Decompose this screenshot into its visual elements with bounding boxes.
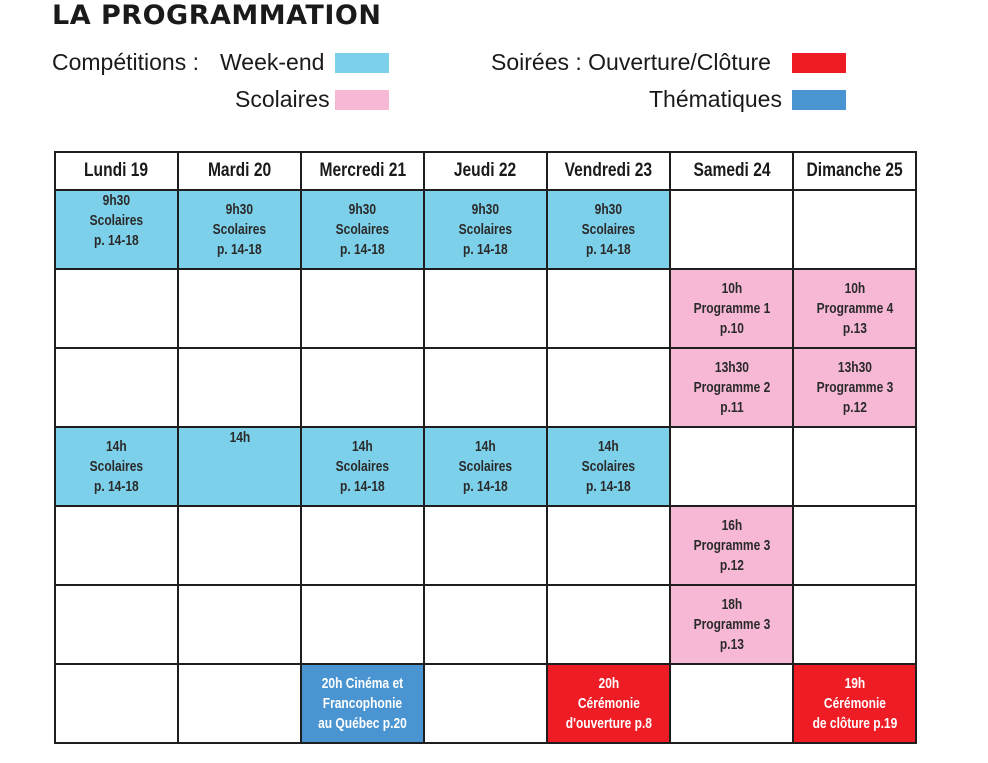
legend-thematiques-label: Thématiques — [649, 86, 782, 112]
event-line: 9h30 — [471, 200, 500, 218]
event-line: 9h30 — [348, 200, 377, 218]
event-line: 14h — [106, 437, 127, 455]
legend-soirees-label: Soirées : Ouverture/Clôture — [491, 49, 771, 75]
event-text — [693, 516, 770, 576]
schedule-event-weekend — [301, 190, 424, 269]
schedule-cell-empty — [55, 269, 178, 348]
event-line: p.12 — [719, 556, 744, 574]
event-text — [213, 200, 266, 260]
schedule-cell-empty — [547, 585, 670, 664]
event-text — [812, 674, 897, 734]
event-line: 16h — [721, 516, 742, 534]
event-text — [90, 191, 143, 251]
schedule-event-weekend — [178, 427, 301, 506]
event-line: p. 14-18 — [94, 232, 139, 249]
schedule-cell-empty — [793, 585, 916, 664]
event-line: p.13 — [719, 635, 744, 653]
event-line: Scolaires — [212, 220, 267, 238]
schedule-cell-empty — [178, 506, 301, 585]
event-text — [229, 428, 250, 448]
schedule-cell-empty — [424, 664, 547, 743]
event-line: au Québec p.20 — [318, 714, 407, 732]
event-line: Programme 3 — [816, 378, 893, 396]
day-header-mercredi — [301, 152, 424, 190]
event-line: 18h — [721, 595, 742, 613]
schedule-row — [55, 585, 916, 664]
event-line: Scolaires — [581, 220, 636, 238]
schedule-cell-empty — [424, 506, 547, 585]
event-text — [816, 279, 893, 339]
schedule-cell-empty — [670, 664, 793, 743]
legend-soirees-swatch — [792, 53, 846, 73]
day-header-lundi — [55, 152, 178, 190]
legend-weekend-swatch — [335, 53, 389, 73]
event-line: 14h — [598, 437, 619, 455]
event-text — [693, 595, 770, 655]
schedule-event-soiree — [547, 664, 670, 743]
event-line: Programme 2 — [693, 378, 770, 396]
schedule-cell-empty — [424, 348, 547, 427]
event-line: p.13 — [842, 319, 867, 337]
event-text — [318, 674, 407, 734]
schedule-header-row — [55, 152, 916, 190]
schedule-cell-empty — [301, 585, 424, 664]
schedule-cell-empty — [424, 585, 547, 664]
schedule-cell-empty — [55, 664, 178, 743]
schedule-cell-empty — [793, 190, 916, 269]
event-line: Scolaires — [335, 457, 390, 475]
schedule-cell-empty — [670, 427, 793, 506]
event-text — [693, 279, 770, 339]
schedule-cell-empty — [670, 190, 793, 269]
schedule-cell-empty — [178, 269, 301, 348]
schedule-body — [55, 190, 916, 743]
event-line: Cérémonie — [577, 694, 640, 712]
event-line: 14h — [475, 437, 496, 455]
event-line: p. 14-18 — [586, 240, 631, 258]
day-header-label: Lundi 19 — [84, 160, 149, 181]
event-line: 10h — [721, 279, 742, 297]
event-text — [582, 200, 635, 260]
day-header-label: Jeudi 22 — [454, 160, 517, 181]
day-header-label: Samedi 24 — [692, 160, 771, 181]
event-text — [816, 358, 893, 418]
legend-scolaires-swatch — [335, 90, 389, 110]
schedule-cell-empty — [793, 506, 916, 585]
event-line: p.10 — [719, 319, 744, 337]
event-line: 10h — [844, 279, 865, 297]
schedule-event-them — [301, 664, 424, 743]
event-line: d'ouverture p.8 — [565, 714, 652, 732]
schedule-event-weekend — [547, 427, 670, 506]
schedule-row — [55, 269, 916, 348]
schedule-cell-empty — [178, 585, 301, 664]
event-line: p.12 — [842, 398, 867, 416]
event-line: 9h30 — [225, 200, 254, 218]
day-header-label: Dimanche 25 — [806, 160, 903, 181]
schedule-cell-empty — [55, 348, 178, 427]
event-line: p. 14-18 — [463, 240, 508, 258]
schedule-event-weekend — [55, 190, 178, 269]
event-text — [336, 437, 389, 497]
schedule-cell-empty — [547, 348, 670, 427]
event-line: p. 14-18 — [94, 477, 139, 495]
schedule-cell-empty — [55, 585, 178, 664]
schedule-cell-empty — [178, 348, 301, 427]
event-line: Scolaires — [335, 220, 390, 238]
schedule-event-scolaire — [670, 269, 793, 348]
event-text — [565, 674, 651, 734]
event-line: Scolaires — [89, 212, 144, 229]
schedule-event-scolaire — [670, 585, 793, 664]
event-text — [459, 200, 512, 260]
schedule-cell-empty — [547, 269, 670, 348]
schedule-event-weekend — [547, 190, 670, 269]
page-title: LA PROGRAMMATION — [52, 0, 382, 31]
schedule-event-soiree — [793, 664, 916, 743]
schedule-row — [55, 348, 916, 427]
schedule-event-scolaire — [793, 348, 916, 427]
day-header-mardi — [178, 152, 301, 190]
schedule-event-scolaire — [793, 269, 916, 348]
schedule-cell-empty — [178, 664, 301, 743]
day-header-label: Mercredi 21 — [319, 160, 406, 181]
event-line: p. 14-18 — [217, 240, 262, 258]
schedule-row — [55, 664, 916, 743]
day-header-label: Mardi 20 — [207, 160, 272, 181]
schedule-event-weekend — [424, 427, 547, 506]
day-header-label: Vendredi 23 — [564, 160, 653, 181]
schedule-event-weekend — [424, 190, 547, 269]
event-line: Scolaires — [458, 220, 513, 238]
event-line: p. 14-18 — [340, 477, 385, 495]
event-text — [336, 200, 389, 260]
event-line: 14h — [229, 429, 250, 446]
schedule-event-weekend — [301, 427, 424, 506]
schedule-cell-empty — [547, 506, 670, 585]
event-line: p. 14-18 — [463, 477, 508, 495]
schedule-row — [55, 190, 916, 269]
schedule-row — [55, 427, 916, 506]
legend-competitions-label: Compétitions : — [52, 49, 200, 75]
event-line: 13h30 — [714, 358, 749, 376]
legend-thematiques-swatch — [792, 90, 846, 110]
event-line: Programme 4 — [816, 299, 893, 317]
event-text — [90, 437, 143, 497]
event-text — [693, 358, 770, 418]
event-line: 20h Cinéma et — [321, 674, 404, 692]
schedule-cell-empty — [55, 506, 178, 585]
legend-scolaires-label: Scolaires — [235, 86, 330, 112]
event-line: Cérémonie — [823, 694, 886, 712]
event-line: 9h30 — [102, 192, 131, 209]
event-text — [582, 437, 635, 497]
event-line: 9h30 — [594, 200, 623, 218]
event-line: p. 14-18 — [340, 240, 385, 258]
event-line: 20h — [598, 674, 619, 692]
day-header-vendredi — [547, 152, 670, 190]
schedule-cell-empty — [301, 269, 424, 348]
day-header-samedi — [670, 152, 793, 190]
schedule-event-scolaire — [670, 506, 793, 585]
day-header-dimanche — [793, 152, 916, 190]
schedule-cell-empty — [301, 506, 424, 585]
event-line: p. 14-18 — [586, 477, 631, 495]
schedule-event-weekend — [55, 427, 178, 506]
schedule-cell-empty — [793, 427, 916, 506]
event-line: de clôture p.19 — [812, 714, 897, 732]
legend-weekend-label: Week-end — [220, 49, 325, 75]
event-text — [459, 437, 512, 497]
event-line: Scolaires — [458, 457, 513, 475]
event-line: Programme 1 — [693, 299, 770, 317]
schedule-event-weekend — [178, 190, 301, 269]
event-line: p.11 — [719, 398, 744, 416]
schedule-table — [54, 151, 917, 744]
event-line: 19h — [844, 674, 865, 692]
event-line: 13h30 — [837, 358, 872, 376]
schedule-cell-empty — [301, 348, 424, 427]
schedule-event-scolaire — [670, 348, 793, 427]
event-line: Scolaires — [89, 457, 144, 475]
event-line: Programme 3 — [693, 615, 770, 633]
day-header-jeudi — [424, 152, 547, 190]
event-line: Francophonie — [322, 694, 403, 712]
event-line: Programme 3 — [693, 536, 770, 554]
event-line: 14h — [352, 437, 373, 455]
event-line: Scolaires — [581, 457, 636, 475]
schedule-cell-empty — [424, 269, 547, 348]
schedule-row — [55, 506, 916, 585]
